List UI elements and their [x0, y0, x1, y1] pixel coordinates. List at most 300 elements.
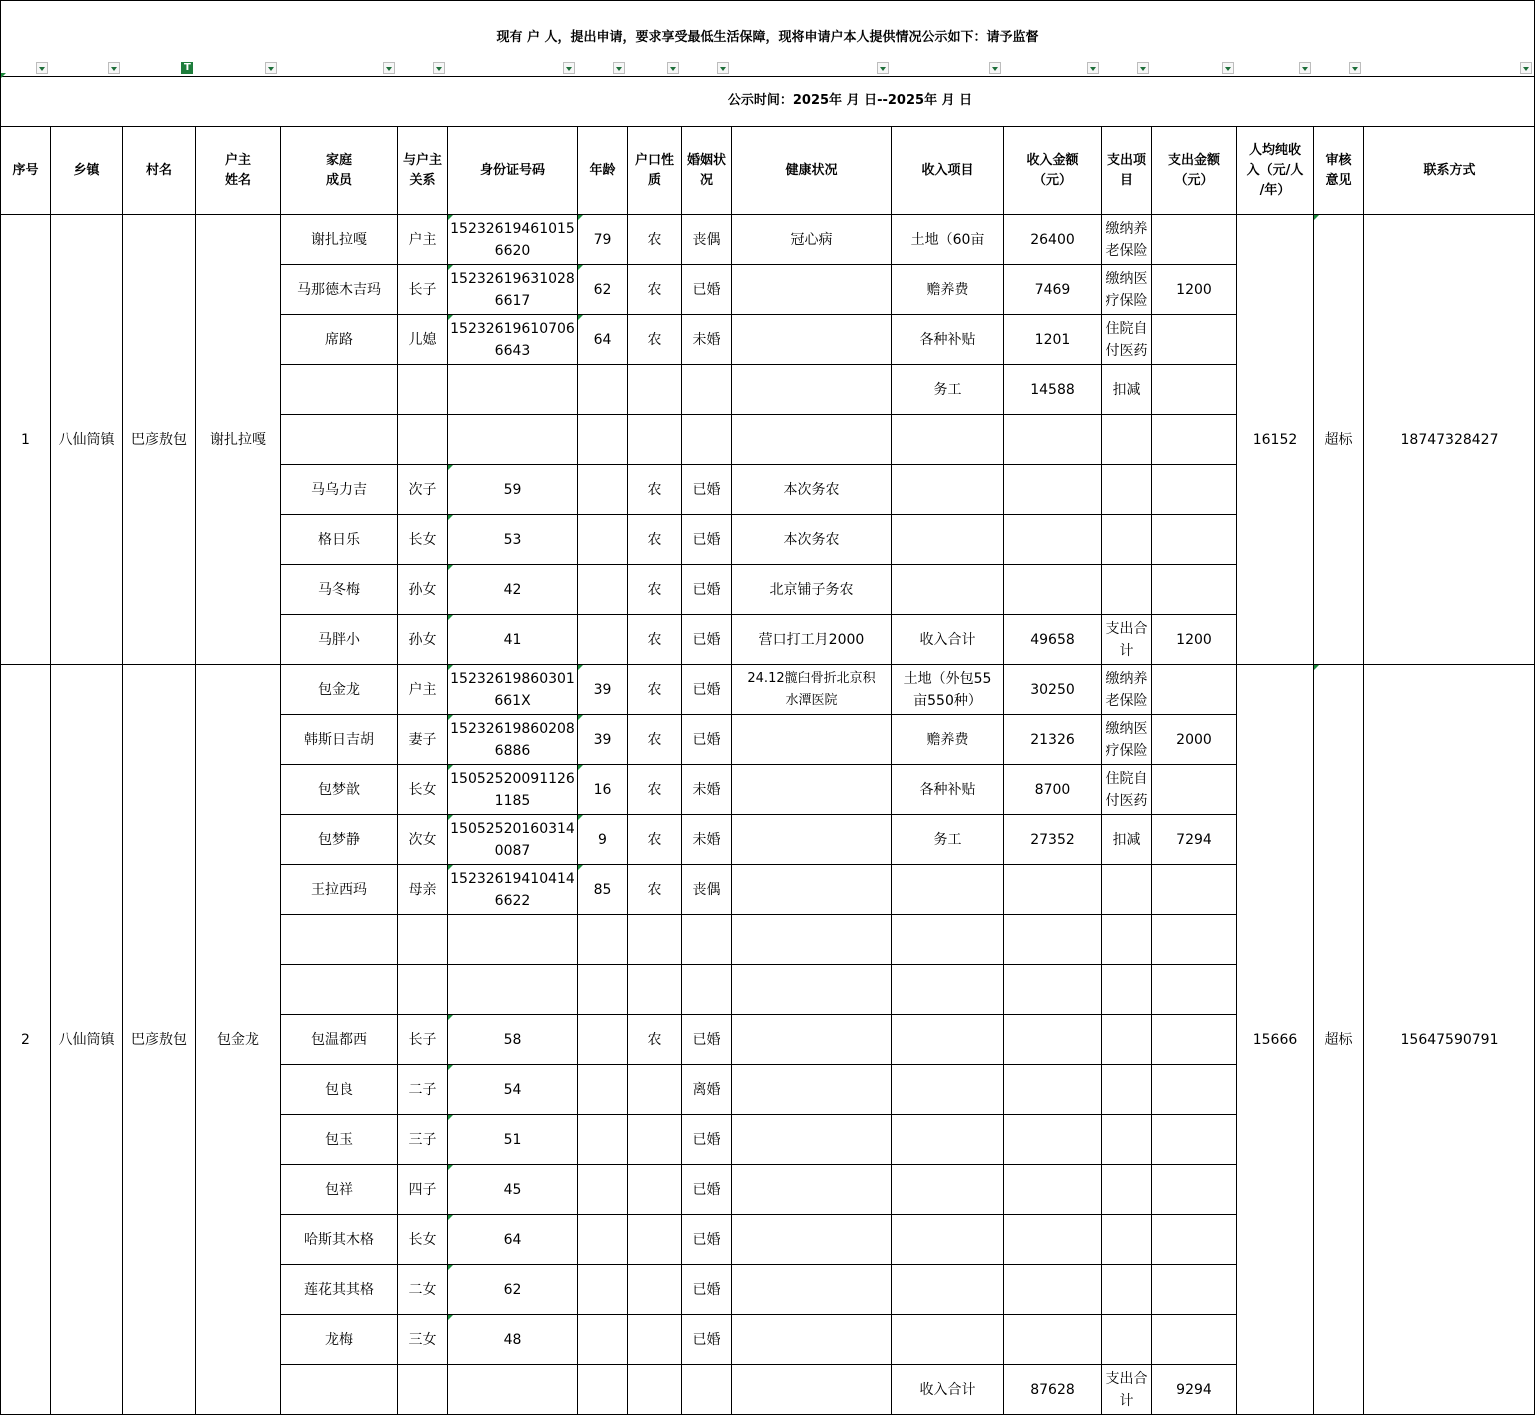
row-health[interactable]	[732, 1265, 891, 1314]
row-expense-amount[interactable]	[1152, 1165, 1236, 1214]
header-phone[interactable]: 联系方式	[1423, 162, 1476, 178]
row-income-amount[interactable]: 14588	[1030, 381, 1075, 398]
filter-dropdown-button[interactable]	[265, 62, 277, 74]
row-marital[interactable]: 未婚	[692, 781, 721, 798]
row-relation[interactable]: 户主	[408, 231, 437, 248]
row-member[interactable]: 谢扎拉嘎	[311, 231, 367, 248]
row-income-item[interactable]	[892, 1065, 1003, 1114]
row-relation[interactable]: 户主	[408, 681, 437, 698]
row-relation[interactable]	[398, 365, 447, 414]
household-phone[interactable]: 18747328427	[1400, 431, 1499, 448]
row-income-amount[interactable]	[1004, 1165, 1101, 1214]
row-age[interactable]	[578, 615, 627, 664]
row-relation[interactable]	[398, 915, 447, 964]
row-income-amount[interactable]: 21326	[1030, 731, 1075, 748]
row-member[interactable]: 龙梅	[325, 1331, 353, 1348]
row-age[interactable]: 16	[593, 781, 612, 798]
filter-dropdown-button[interactable]	[1520, 62, 1532, 74]
row-income-item[interactable]	[892, 965, 1003, 1014]
row-age[interactable]: 39	[593, 731, 612, 748]
household-phone[interactable]: 15647590791	[1400, 1031, 1499, 1048]
row-marital[interactable]: 已婚	[692, 681, 721, 698]
row-expense-item[interactable]	[1102, 1315, 1151, 1364]
header-marital[interactable]: 婚姻状 况	[686, 152, 726, 188]
header-relation[interactable]: 与户主 关系	[402, 152, 442, 188]
filter-dropdown-button[interactable]	[1349, 62, 1361, 74]
row-id[interactable]: 54	[503, 1081, 522, 1098]
header-income-item[interactable]: 收入项目	[921, 162, 974, 178]
row-id[interactable]	[448, 1365, 577, 1414]
header-audit[interactable]: 审核 意见	[1325, 152, 1352, 188]
row-expense-item[interactable]	[1102, 1065, 1151, 1114]
row-expense-item[interactable]: 缴纳医 疗保险	[1105, 270, 1148, 309]
row-id[interactable]	[448, 415, 577, 464]
row-income-amount[interactable]: 1201	[1034, 331, 1071, 348]
row-expense-amount[interactable]: 7294	[1176, 831, 1212, 848]
row-marital[interactable]: 已婚	[692, 481, 721, 498]
row-id[interactable]: 41	[503, 631, 522, 648]
row-health[interactable]	[732, 315, 891, 364]
row-id[interactable]: 152326196107066643	[450, 320, 575, 359]
row-member[interactable]	[281, 915, 397, 964]
row-expense-item[interactable]: 缴纳养 老保险	[1105, 670, 1148, 709]
row-member[interactable]: 哈斯其木格	[304, 1231, 374, 1248]
row-member[interactable]: 马乌力吉	[311, 481, 367, 498]
row-id[interactable]	[448, 365, 577, 414]
row-expense-amount[interactable]: 2000	[1176, 731, 1212, 748]
row-marital[interactable]	[682, 365, 731, 414]
row-marital[interactable]	[682, 415, 731, 464]
row-expense-item[interactable]	[1102, 1165, 1151, 1214]
row-member[interactable]: 马胖小	[318, 631, 360, 648]
row-id[interactable]	[448, 915, 577, 964]
row-expense-amount[interactable]	[1152, 1215, 1236, 1264]
row-income-amount[interactable]: 26400	[1030, 231, 1075, 248]
row-age[interactable]: 39	[593, 681, 612, 698]
row-income-amount[interactable]: 87628	[1030, 1381, 1075, 1398]
row-member[interactable]: 席路	[325, 331, 353, 348]
row-income-amount[interactable]	[1004, 1015, 1101, 1064]
row-relation[interactable]: 长子	[408, 1031, 437, 1048]
row-health[interactable]	[732, 1365, 891, 1414]
header-income-amount[interactable]: 收入金额 （元）	[1026, 152, 1079, 188]
row-income-amount[interactable]	[1004, 915, 1101, 964]
header-age[interactable]: 年龄	[589, 162, 616, 178]
row-expense-amount[interactable]	[1152, 915, 1236, 964]
row-income-item[interactable]: 赡养费	[926, 731, 969, 748]
row-expense-item[interactable]: 住院自 付医药	[1105, 770, 1148, 809]
row-marital[interactable]: 已婚	[692, 281, 721, 298]
row-health[interactable]: 冠心病	[790, 231, 833, 248]
row-hukou[interactable]: 农	[647, 331, 662, 348]
row-hukou[interactable]: 农	[647, 781, 662, 798]
row-income-item[interactable]	[892, 1315, 1003, 1364]
row-health[interactable]	[732, 765, 891, 814]
filter-dropdown-button[interactable]	[613, 62, 625, 74]
row-age[interactable]: 85	[593, 881, 612, 898]
row-health[interactable]	[732, 365, 891, 414]
row-expense-item[interactable]: 支出合 计	[1105, 1370, 1148, 1409]
row-income-item[interactable]	[892, 465, 1003, 514]
row-expense-amount[interactable]	[1152, 515, 1236, 564]
row-relation[interactable]: 三子	[408, 1131, 437, 1148]
filter-dropdown-button[interactable]	[877, 62, 889, 74]
row-expense-item[interactable]	[1102, 865, 1151, 914]
header-expense-amount[interactable]: 支出金额 （元）	[1167, 152, 1220, 188]
row-relation[interactable]: 长子	[408, 281, 437, 298]
row-income-amount[interactable]: 7469	[1034, 281, 1071, 298]
row-income-item[interactable]: 务工	[933, 381, 962, 398]
row-relation[interactable]: 三女	[408, 1331, 437, 1348]
row-age[interactable]	[578, 565, 627, 614]
household-audit[interactable]: 超标	[1324, 431, 1353, 448]
row-health[interactable]	[732, 1115, 891, 1164]
row-id[interactable]: 59	[503, 481, 522, 498]
header-head[interactable]: 户主 姓名	[224, 152, 251, 188]
row-health[interactable]	[732, 865, 891, 914]
row-age[interactable]	[578, 1115, 627, 1164]
row-relation[interactable]	[398, 415, 447, 464]
row-id[interactable]: 150525200911261185	[450, 770, 575, 809]
row-member[interactable]	[281, 415, 397, 464]
row-expense-item[interactable]	[1102, 415, 1151, 464]
row-income-item[interactable]	[892, 1115, 1003, 1164]
header-village[interactable]: 村名	[145, 162, 172, 178]
row-marital[interactable]: 已婚	[692, 731, 721, 748]
row-income-item[interactable]	[892, 415, 1003, 464]
row-expense-amount[interactable]	[1152, 965, 1236, 1014]
row-income-amount[interactable]: 8700	[1034, 781, 1071, 798]
header-seq[interactable]: 序号	[12, 162, 39, 178]
row-expense-amount[interactable]	[1152, 1315, 1236, 1364]
row-member[interactable]: 包祥	[325, 1181, 353, 1198]
row-expense-amount[interactable]	[1152, 1115, 1236, 1164]
household-seq[interactable]: 2	[21, 1031, 30, 1048]
household-town[interactable]: 八仙筒镇	[58, 431, 115, 448]
row-expense-amount[interactable]: 9294	[1176, 1381, 1212, 1398]
row-income-item[interactable]: 收入合计	[919, 631, 976, 648]
row-member[interactable]	[281, 365, 397, 414]
row-id[interactable]: 42	[503, 581, 522, 598]
row-expense-amount[interactable]	[1152, 415, 1236, 464]
row-health[interactable]	[732, 815, 891, 864]
row-age[interactable]	[578, 465, 627, 514]
row-marital[interactable]: 已婚	[692, 1331, 721, 1348]
household-audit[interactable]: 超标	[1324, 1031, 1353, 1048]
row-member[interactable]: 包良	[325, 1081, 353, 1098]
row-relation[interactable]: 儿媳	[408, 331, 437, 348]
row-id[interactable]: 152326194610156620	[450, 220, 575, 259]
row-relation[interactable]: 四子	[408, 1181, 437, 1198]
row-income-item[interactable]	[892, 915, 1003, 964]
row-id[interactable]: 48	[503, 1331, 522, 1348]
row-age[interactable]	[578, 1015, 627, 1064]
row-hukou[interactable]	[628, 1215, 681, 1264]
row-age[interactable]	[578, 1265, 627, 1314]
header-expense-item[interactable]: 支出项 目	[1106, 152, 1146, 188]
row-id[interactable]: 150525201603140087	[450, 820, 575, 859]
row-expense-item[interactable]: 支出合 计	[1105, 620, 1148, 659]
row-age[interactable]	[578, 915, 627, 964]
row-income-item[interactable]	[892, 1165, 1003, 1214]
row-health[interactable]	[732, 965, 891, 1014]
row-age[interactable]	[578, 365, 627, 414]
household-town[interactable]: 八仙筒镇	[58, 1031, 115, 1048]
row-health[interactable]	[732, 1065, 891, 1114]
row-income-amount[interactable]	[1004, 1115, 1101, 1164]
header-member[interactable]: 家庭 成员	[325, 152, 352, 188]
row-income-item[interactable]: 赡养费	[926, 281, 969, 298]
header-hukou[interactable]: 户口性 质	[634, 152, 674, 188]
household-per-capita[interactable]: 16152	[1252, 431, 1298, 448]
household-head[interactable]: 包金龙	[217, 1031, 259, 1048]
row-expense-amount[interactable]	[1152, 365, 1236, 414]
row-id[interactable]: 64	[503, 1231, 522, 1248]
row-expense-item[interactable]	[1102, 1015, 1151, 1064]
row-member[interactable]: 包玉	[325, 1131, 353, 1148]
header-per-capita[interactable]: 人均纯收 入（元/人 /年）	[1246, 142, 1304, 198]
row-expense-amount[interactable]	[1152, 215, 1236, 264]
row-expense-amount[interactable]	[1152, 765, 1236, 814]
row-health[interactable]	[732, 1015, 891, 1064]
row-income-amount[interactable]: 49658	[1030, 631, 1075, 648]
row-relation[interactable]	[398, 965, 447, 1014]
filter-dropdown-button[interactable]	[1299, 62, 1311, 74]
row-expense-item[interactable]	[1102, 565, 1151, 614]
row-income-amount[interactable]	[1004, 865, 1101, 914]
row-health[interactable]: 24.12髋臼骨折北京积 水潭医院	[747, 670, 876, 708]
row-income-amount[interactable]	[1004, 1315, 1101, 1364]
row-member[interactable]: 包金龙	[318, 681, 360, 698]
row-income-amount[interactable]	[1004, 465, 1101, 514]
row-income-amount[interactable]: 27352	[1030, 831, 1075, 848]
row-income-item[interactable]: 务工	[933, 831, 962, 848]
row-expense-amount[interactable]	[1152, 1265, 1236, 1314]
row-hukou[interactable]: 农	[647, 681, 662, 698]
row-income-amount[interactable]	[1004, 1215, 1101, 1264]
row-hukou[interactable]: 农	[647, 831, 662, 848]
row-id[interactable]: 45	[503, 1181, 522, 1198]
row-hukou[interactable]: 农	[647, 481, 662, 498]
row-health[interactable]: 本次务农	[783, 531, 840, 548]
row-expense-item[interactable]	[1102, 1265, 1151, 1314]
filter-dropdown-button[interactable]	[1222, 62, 1234, 74]
row-expense-item[interactable]	[1102, 465, 1151, 514]
header-town[interactable]: 乡镇	[73, 162, 100, 178]
row-marital[interactable]: 已婚	[692, 581, 721, 598]
row-health[interactable]	[732, 1315, 891, 1364]
row-income-amount[interactable]: 30250	[1030, 681, 1075, 698]
row-health[interactable]	[732, 915, 891, 964]
row-hukou[interactable]: 农	[647, 531, 662, 548]
row-hukou[interactable]: 农	[647, 281, 662, 298]
filter-dropdown-button[interactable]	[36, 62, 48, 74]
row-health[interactable]	[732, 265, 891, 314]
row-hukou[interactable]: 农	[647, 231, 662, 248]
row-relation[interactable]: 次女	[408, 831, 437, 848]
row-health[interactable]	[732, 1165, 891, 1214]
row-marital[interactable]: 已婚	[692, 1181, 721, 1198]
row-income-item[interactable]: 各种补贴	[919, 781, 976, 798]
filter-dropdown-button[interactable]	[563, 62, 575, 74]
row-hukou[interactable]	[628, 965, 681, 1014]
row-marital[interactable]: 未婚	[692, 831, 721, 848]
row-member[interactable]: 韩斯日吉胡	[304, 731, 374, 748]
row-marital[interactable]: 丧偶	[692, 881, 721, 898]
row-hukou[interactable]: 农	[647, 631, 662, 648]
row-id[interactable]: 51	[503, 1131, 522, 1148]
header-id[interactable]: 身份证号码	[479, 162, 545, 178]
filter-dropdown-button[interactable]	[1137, 62, 1149, 74]
row-age[interactable]	[578, 1065, 627, 1114]
household-village[interactable]: 巴彦敖包	[131, 1031, 187, 1048]
row-id[interactable]: 152326198602086886	[450, 720, 575, 759]
row-relation[interactable]: 二子	[408, 1081, 437, 1098]
row-hukou[interactable]	[628, 915, 681, 964]
row-hukou[interactable]: 农	[647, 1031, 662, 1048]
row-id[interactable]: 15232619860301661X	[450, 670, 575, 709]
row-marital[interactable]: 已婚	[692, 531, 721, 548]
row-hukou[interactable]	[628, 415, 681, 464]
row-relation[interactable]: 次子	[408, 481, 437, 498]
row-marital[interactable]: 离婚	[692, 1081, 721, 1098]
row-member[interactable]	[281, 1365, 397, 1414]
row-hukou[interactable]	[628, 1365, 681, 1414]
row-income-amount[interactable]	[1004, 515, 1101, 564]
household-per-capita[interactable]: 15666	[1252, 1031, 1298, 1048]
row-member[interactable]: 包梦静	[318, 831, 360, 848]
row-relation[interactable]: 长女	[408, 531, 437, 548]
row-member[interactable]: 马那德木吉玛	[297, 281, 381, 298]
row-expense-item[interactable]: 缴纳医 疗保险	[1105, 720, 1148, 759]
row-marital[interactable]: 已婚	[692, 1281, 721, 1298]
row-marital[interactable]: 已婚	[692, 631, 721, 648]
household-village[interactable]: 巴彦敖包	[131, 431, 187, 448]
row-expense-item[interactable]	[1102, 515, 1151, 564]
header-health[interactable]: 健康状况	[785, 162, 838, 178]
row-health[interactable]: 本次务农	[783, 481, 840, 498]
row-id[interactable]: 62	[503, 1281, 522, 1298]
row-income-amount[interactable]	[1004, 565, 1101, 614]
row-health[interactable]	[732, 415, 891, 464]
row-relation[interactable]	[398, 1365, 447, 1414]
row-expense-amount[interactable]	[1152, 1015, 1236, 1064]
row-age[interactable]	[578, 965, 627, 1014]
row-marital[interactable]	[682, 1365, 731, 1414]
row-marital[interactable]: 已婚	[692, 1131, 721, 1148]
row-expense-item[interactable]	[1102, 1115, 1151, 1164]
filter-dropdown-button[interactable]	[383, 62, 395, 74]
row-hukou[interactable]	[628, 1315, 681, 1364]
row-income-item[interactable]: 各种补贴	[919, 331, 976, 348]
row-health[interactable]: 营口打工月2000	[758, 631, 865, 648]
row-expense-amount[interactable]	[1152, 1065, 1236, 1114]
row-age[interactable]	[578, 515, 627, 564]
row-hukou[interactable]: 农	[647, 581, 662, 598]
row-hukou[interactable]	[628, 1265, 681, 1314]
row-age[interactable]	[578, 1215, 627, 1264]
row-hukou[interactable]	[628, 1165, 681, 1214]
row-relation[interactable]: 二女	[408, 1281, 437, 1298]
row-id[interactable]: 152326194104146622	[450, 870, 575, 909]
row-marital[interactable]: 已婚	[692, 1031, 721, 1048]
row-income-amount[interactable]	[1004, 415, 1101, 464]
row-income-item[interactable]: 土地（外包55 亩550种）	[903, 670, 992, 709]
row-age[interactable]	[578, 1315, 627, 1364]
row-id[interactable]: 53	[503, 531, 522, 548]
row-hukou[interactable]	[628, 1115, 681, 1164]
row-marital[interactable]	[682, 965, 731, 1014]
row-member[interactable]: 莲花其其格	[304, 1281, 374, 1298]
row-expense-amount[interactable]	[1152, 865, 1236, 914]
row-expense-item[interactable]: 扣减	[1112, 381, 1141, 398]
row-income-amount[interactable]	[1004, 965, 1101, 1014]
filter-dropdown-button[interactable]	[1087, 62, 1099, 74]
filter-dropdown-button[interactable]	[717, 62, 729, 74]
row-expense-item[interactable]: 住院自 付医药	[1105, 320, 1148, 359]
row-member[interactable]: 王拉西玛	[311, 881, 367, 898]
row-health[interactable]	[732, 715, 891, 764]
row-income-amount[interactable]	[1004, 1065, 1101, 1114]
row-expense-amount[interactable]: 1200	[1176, 281, 1212, 298]
row-member[interactable]: 包温都西	[311, 1031, 367, 1048]
row-marital[interactable]: 丧偶	[692, 231, 721, 248]
row-income-amount[interactable]	[1004, 1265, 1101, 1314]
row-expense-amount[interactable]	[1152, 315, 1236, 364]
row-marital[interactable]: 未婚	[692, 331, 721, 348]
row-member[interactable]	[281, 965, 397, 1014]
row-id[interactable]	[448, 965, 577, 1014]
filter-dropdown-button[interactable]	[108, 62, 120, 74]
active-filter-button[interactable]	[181, 62, 193, 74]
row-health[interactable]	[732, 1215, 891, 1264]
household-head[interactable]: 谢扎拉嘎	[210, 431, 266, 448]
row-marital[interactable]	[682, 915, 731, 964]
row-hukou[interactable]: 农	[647, 731, 662, 748]
row-expense-amount[interactable]	[1152, 665, 1236, 714]
row-income-item[interactable]: 土地（60亩	[910, 231, 985, 248]
household-seq[interactable]: 1	[21, 431, 30, 448]
row-health[interactable]: 北京铺子务农	[769, 581, 854, 598]
row-expense-item[interactable]	[1102, 1215, 1151, 1264]
row-marital[interactable]: 已婚	[692, 1231, 721, 1248]
row-age[interactable]: 64	[593, 331, 612, 348]
row-hukou[interactable]	[628, 1065, 681, 1114]
row-relation[interactable]: 母亲	[408, 881, 437, 898]
row-expense-item[interactable]: 扣减	[1112, 831, 1141, 848]
row-income-item[interactable]: 收入合计	[919, 1381, 976, 1398]
row-expense-amount[interactable]	[1152, 465, 1236, 514]
row-income-item[interactable]	[892, 865, 1003, 914]
row-age[interactable]	[578, 1365, 627, 1414]
row-income-item[interactable]	[892, 1265, 1003, 1314]
row-expense-amount[interactable]: 1200	[1176, 631, 1212, 648]
row-expense-item[interactable]	[1102, 915, 1151, 964]
row-age[interactable]: 62	[593, 281, 612, 298]
row-relation[interactable]: 长女	[408, 1231, 437, 1248]
row-age[interactable]: 9	[598, 831, 607, 848]
row-age[interactable]	[578, 415, 627, 464]
row-income-item[interactable]	[892, 565, 1003, 614]
filter-dropdown-button[interactable]	[989, 62, 1001, 74]
row-expense-item[interactable]	[1102, 965, 1151, 1014]
row-member[interactable]: 马冬梅	[318, 581, 360, 598]
row-hukou[interactable]: 农	[647, 881, 662, 898]
filter-dropdown-button[interactable]	[433, 62, 445, 74]
row-expense-amount[interactable]	[1152, 565, 1236, 614]
row-id[interactable]: 58	[503, 1031, 522, 1048]
row-expense-item[interactable]: 缴纳养 老保险	[1105, 220, 1148, 259]
